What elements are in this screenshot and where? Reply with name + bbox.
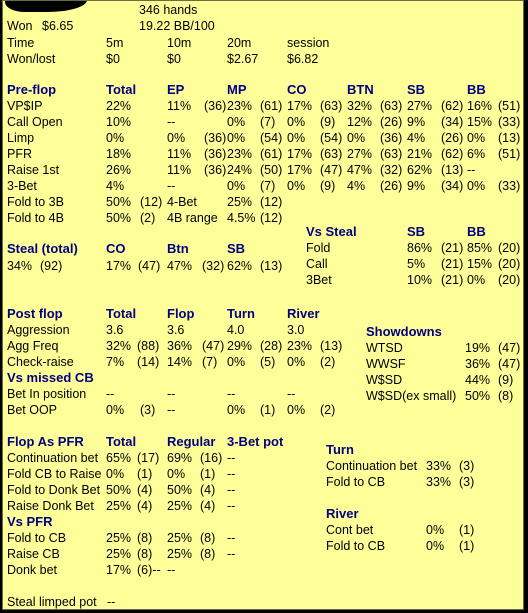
postflop-row-label: Agg Freq [7, 339, 59, 353]
flop-pfr-col-header: 3-Bet pot [227, 434, 284, 449]
showdown-count: (9) [498, 373, 514, 387]
stats-panel [2, 0, 524, 610]
preflop-count: (36) [204, 147, 227, 161]
preflop-value: 17% [287, 147, 313, 161]
showdown-label: W$SD(ex small) [366, 389, 457, 403]
vs-missed-cb-title: Vs missed CB [7, 370, 94, 385]
vs-pfr-value: 17% [106, 563, 132, 577]
postflop-value: 0% [227, 355, 246, 369]
vs-pfr-value: 25% [106, 547, 132, 561]
flop-pfr-col-header: Total [106, 434, 137, 449]
period-header: 10m [167, 36, 192, 50]
preflop-value: 0% [467, 179, 486, 193]
preflop-col-header: MP [227, 82, 247, 97]
showdown-value: 19% [465, 341, 491, 355]
postflop-value: 14% [167, 355, 193, 369]
missed-cb-row-label: Bet In position [7, 387, 87, 401]
postflop-value: 0% [287, 355, 306, 369]
steal-value: 47% [167, 259, 193, 273]
missed-cb-value: 0% [287, 403, 306, 417]
flop-pfr-value: 25% [167, 499, 193, 513]
preflop-count: (26) [380, 179, 403, 193]
preflop-value: 4% [106, 179, 125, 193]
preflop-row-label: Limp [7, 131, 35, 145]
preflop-value: 23% [227, 147, 253, 161]
postflop-value: 29% [227, 339, 253, 353]
preflop-value: 23% [227, 99, 253, 113]
postflop-col-header: Flop [167, 306, 195, 321]
flop-pfr-value: 0% [106, 467, 125, 481]
period-header: 5m [106, 36, 124, 50]
preflop-value: 47% [347, 163, 373, 177]
preflop-value: 11% [167, 163, 192, 177]
vs-steal-count: (21) [441, 273, 464, 287]
hands-count: 346 hands [139, 3, 198, 17]
fold-to-4b-label: Fold to 4B [7, 211, 64, 225]
flop-pfr-count: (4) [137, 499, 153, 513]
preflop-value: 9% [407, 115, 426, 129]
preflop-value: 0% [467, 131, 486, 145]
flop-pfr-value: -- [227, 483, 236, 497]
preflop-count: (50) [260, 163, 283, 177]
redacted-player-name [5, 0, 87, 12]
preflop-value: -- [467, 163, 476, 177]
preflop-count: (33) [498, 115, 521, 129]
steal-count: (32) [202, 259, 225, 273]
flop-pfr-row-label: Continuation bet [7, 451, 99, 465]
flop-pfr-count: (4) [137, 483, 153, 497]
preflop-count: (26) [441, 131, 464, 145]
preflop-value: 4% [407, 131, 426, 145]
river-count: (1) [459, 523, 475, 537]
flop-pfr-value: 0% [167, 467, 186, 481]
steal-total-count: (92) [40, 259, 63, 273]
vs-steal-value: 5% [407, 257, 426, 271]
preflop-value: -- [167, 179, 176, 193]
preflop-value: 0% [227, 131, 246, 145]
flop-pfr-count: (1) [137, 467, 153, 481]
preflop-count: (9) [320, 115, 336, 129]
wonlost-value: $6.82 [287, 52, 319, 66]
wonlost-value: $0 [106, 52, 120, 66]
steal-count: (47) [138, 259, 161, 273]
vs-pfr-value: 25% [106, 531, 132, 545]
postflop-count: (5) [260, 355, 276, 369]
preflop-count: (9) [320, 179, 336, 193]
steal-value: 62% [227, 259, 253, 273]
preflop-value: 15% [467, 115, 493, 129]
missed-cb-value: -- [106, 387, 115, 401]
vs-pfr-value: -- [227, 547, 236, 561]
steal-count: (13) [260, 259, 283, 273]
showdown-label: WWSF [366, 357, 406, 371]
missed-cb-value: 0% [227, 403, 246, 417]
vs-pfr-value: 25% [167, 531, 193, 545]
preflop-value: 0% [227, 179, 246, 193]
flop-pfr-row-label: Raise Donk Bet [7, 499, 94, 513]
preflop-count: (61) [260, 147, 283, 161]
four-bet-range-label: 4B range [167, 211, 218, 225]
preflop-count: (51) [498, 147, 521, 161]
vs-steal-count: (20) [498, 257, 521, 271]
postflop-count: (14) [137, 355, 160, 369]
postflop-value: 36% [167, 339, 193, 353]
missed-cb-value: -- [227, 387, 236, 401]
preflop-count: (33) [498, 179, 521, 193]
postflop-value: 7% [106, 355, 125, 369]
flop-pfr-count: (4) [200, 499, 216, 513]
preflop-value: 27% [407, 99, 433, 113]
steal-col-header: SB [227, 241, 246, 256]
preflop-count: (62) [441, 147, 464, 161]
vs-steal-value: 0% [467, 273, 486, 287]
fold-to-3b-value: 50% [106, 195, 132, 209]
vs-steal-value: 85% [467, 241, 493, 255]
missed-cb-count: (3) [140, 403, 156, 417]
preflop-count: (63) [380, 147, 403, 161]
preflop-value: 0% [287, 131, 306, 145]
preflop-value: 26% [106, 163, 132, 177]
missed-cb-value: -- [167, 387, 176, 401]
preflop-count: (36) [380, 131, 403, 145]
preflop-col-header: CO [287, 82, 307, 97]
preflop-count: (26) [380, 115, 403, 129]
preflop-count: (34) [441, 179, 464, 193]
preflop-value: 0% [106, 131, 125, 145]
showdown-label: W$SD [366, 373, 403, 387]
fold-to-4b-value: 50% [106, 211, 132, 225]
preflop-value: 11% [167, 147, 192, 161]
period-header: 20m [227, 36, 252, 50]
preflop-value: 12% [347, 115, 373, 129]
preflop-value: 0% [227, 115, 246, 129]
wonlost-value: $2.67 [227, 52, 259, 66]
flop-pfr-title: Flop As PFR [7, 434, 84, 449]
flop-pfr-value: -- [227, 499, 236, 513]
postflop-value: 3.6 [106, 323, 124, 337]
flop-pfr-count: (16) [200, 451, 223, 465]
missed-cb-value: 0% [106, 403, 125, 417]
time-label: Time [7, 36, 35, 50]
four-bet-label: 4-Bet [167, 195, 197, 209]
flop-pfr-value: 25% [106, 499, 132, 513]
preflop-count: (63) [320, 147, 343, 161]
turn-label: Fold to CB [326, 475, 386, 489]
preflop-value: 21% [407, 147, 433, 161]
preflop-col-header: Total [106, 82, 137, 97]
preflop-value: 0% [347, 131, 366, 145]
four-bet-range-count: (12) [260, 211, 283, 225]
four-bet-value: 25% [227, 195, 253, 209]
preflop-count: (34) [441, 115, 464, 129]
preflop-value: 11% [167, 99, 192, 113]
preflop-value: 62% [407, 163, 433, 177]
preflop-value: 17% [287, 99, 313, 113]
showdown-value: 36% [465, 357, 491, 371]
preflop-col-header: EP [167, 82, 185, 97]
postflop-row-label: Aggression [7, 323, 70, 337]
steal-total-value: 34% [7, 259, 33, 273]
preflop-title: Pre-flop [7, 82, 57, 97]
preflop-value: 0% [287, 179, 306, 193]
vs-pfr-count: (6)-- [137, 563, 161, 577]
preflop-value: 10% [106, 115, 132, 129]
flop-pfr-count: (17) [137, 451, 160, 465]
wonlost-label: Won/lost [7, 52, 56, 66]
preflop-value: 24% [227, 163, 253, 177]
preflop-count: (32) [380, 163, 403, 177]
preflop-value: 0% [287, 115, 306, 129]
preflop-count: (54) [260, 131, 283, 145]
postflop-col-header: Turn [227, 306, 255, 321]
vs-steal-count: (20) [498, 273, 521, 287]
steal-title: Steal (total) [7, 241, 78, 256]
preflop-value: 9% [407, 179, 426, 193]
vs-pfr-title: Vs PFR [7, 514, 53, 529]
river-value: 0% [426, 523, 445, 537]
preflop-row-label: 3-Bet [7, 179, 37, 193]
postflop-row-label: Check-raise [7, 355, 74, 369]
turn-title: Turn [326, 442, 354, 457]
preflop-count: (7) [260, 115, 276, 129]
preflop-count: (61) [260, 99, 283, 113]
flop-pfr-row-label: Fold to Donk Bet [7, 483, 101, 497]
preflop-value: 16% [467, 99, 493, 113]
preflop-value: 22% [106, 99, 132, 113]
flop-pfr-value: -- [227, 451, 236, 465]
flop-pfr-value: 69% [167, 451, 193, 465]
missed-cb-value: -- [167, 403, 176, 417]
preflop-value: -- [167, 115, 176, 129]
river-count: (1) [459, 539, 475, 553]
showdowns-title: Showdowns [366, 324, 442, 339]
vs-pfr-row-label: Fold to CB [7, 531, 67, 545]
fold-to-3b-label: Fold to 3B [7, 195, 64, 209]
vs-steal-value: 86% [407, 241, 433, 255]
vs-steal-value: 10% [407, 273, 433, 287]
missed-cb-value: -- [287, 387, 296, 401]
river-label: Fold to CB [326, 539, 386, 553]
flop-pfr-value: -- [227, 467, 236, 481]
river-label: Cont bet [326, 523, 374, 537]
postflop-col-header: Total [106, 306, 137, 321]
fold-to-4b-count: (2) [140, 211, 156, 225]
vs-steal-col-header: BB [467, 224, 486, 239]
vs-steal-value: 15% [467, 257, 493, 271]
preflop-count: (36) [204, 131, 227, 145]
vs-pfr-value: -- [167, 563, 176, 577]
flop-pfr-value: 50% [167, 483, 193, 497]
postflop-count: (47) [202, 339, 225, 353]
river-title: River [326, 506, 359, 521]
postflop-count: (28) [260, 339, 283, 353]
showdown-label: WTSD [366, 341, 403, 355]
flop-pfr-value: 65% [106, 451, 132, 465]
vs-steal-count: (21) [441, 241, 464, 255]
vs-steal-col-header: SB [407, 224, 426, 239]
river-value: 0% [426, 539, 445, 553]
preflop-count: (54) [320, 131, 343, 145]
preflop-count: (36) [204, 163, 227, 177]
vs-steal-row-label: Call [306, 257, 328, 271]
vs-steal-row-label: Fold [306, 241, 331, 255]
vs-pfr-count: (8) [137, 531, 153, 545]
preflop-value: 27% [347, 147, 373, 161]
preflop-count: (63) [380, 99, 403, 113]
vs-pfr-value: -- [227, 531, 236, 545]
vs-steal-row-label: 3Bet [306, 273, 332, 287]
four-bet-range-value: 4.5% [227, 211, 256, 225]
vs-pfr-count: (8) [137, 547, 153, 561]
turn-label: Continuation bet [326, 459, 418, 473]
missed-cb-row-label: Bet OOP [7, 403, 58, 417]
preflop-count: (7) [260, 179, 276, 193]
steal-limped-pot-label: Steal limped pot [7, 595, 97, 609]
bb-per-100: 19.22 BB/100 [139, 19, 215, 33]
postflop-title: Post flop [7, 306, 63, 321]
preflop-value: 18% [106, 147, 132, 161]
preflop-value: 32% [347, 99, 373, 113]
preflop-row-label: PFR [7, 147, 32, 161]
won-value: $6.65 [42, 19, 74, 33]
missed-cb-count: (1) [260, 403, 276, 417]
preflop-count: (13) [498, 131, 521, 145]
preflop-row-label: VP$IP [7, 99, 43, 113]
postflop-count: (2) [320, 355, 336, 369]
postflop-count: (7) [202, 355, 218, 369]
missed-cb-count: (2) [320, 403, 336, 417]
vs-pfr-row-label: Donk bet [7, 563, 58, 577]
postflop-count: (13) [320, 339, 343, 353]
preflop-count: (13) [441, 163, 464, 177]
preflop-count: (36) [204, 99, 227, 113]
vs-steal-count: (21) [441, 257, 464, 271]
vs-steal-title: Vs Steal [306, 224, 357, 239]
vs-pfr-row-label: Raise CB [7, 547, 60, 561]
preflop-row-label: Raise 1st [7, 163, 60, 177]
showdown-count: (8) [498, 389, 514, 403]
steal-col-header: Btn [167, 241, 189, 256]
showdown-count: (47) [498, 357, 521, 371]
preflop-row-label: Call Open [7, 115, 63, 129]
preflop-value: 6% [467, 147, 486, 161]
period-header: session [287, 36, 330, 50]
preflop-value: 4% [347, 179, 366, 193]
postflop-count: (88) [137, 339, 160, 353]
preflop-col-header: BB [467, 82, 486, 97]
steal-limped-pot-value: -- [107, 595, 116, 609]
flop-pfr-count: (4) [200, 483, 216, 497]
vs-pfr-count: (8) [200, 531, 216, 545]
vs-steal-count: (20) [498, 241, 521, 255]
preflop-count: (63) [320, 99, 343, 113]
preflop-value: 0% [167, 131, 186, 145]
showdown-value: 50% [465, 389, 491, 403]
flop-pfr-row-label: Fold CB to Raise [7, 467, 102, 481]
preflop-col-header: BTN [347, 82, 374, 97]
postflop-value: 3.6 [167, 323, 185, 337]
flop-pfr-count: (1) [200, 467, 216, 481]
turn-value: 33% [426, 459, 452, 473]
vs-pfr-count: (8) [200, 547, 216, 561]
postflop-value: 32% [106, 339, 132, 353]
turn-value: 33% [426, 475, 452, 489]
preflop-count: (47) [320, 163, 343, 177]
steal-value: 17% [106, 259, 132, 273]
preflop-count: (62) [441, 99, 464, 113]
showdown-count: (47) [498, 341, 521, 355]
postflop-col-header: River [287, 306, 320, 321]
wonlost-value: $0 [167, 52, 181, 66]
turn-count: (3) [459, 459, 475, 473]
turn-count: (3) [459, 475, 475, 489]
four-bet-count: (12) [260, 195, 283, 209]
preflop-count: (51) [498, 99, 521, 113]
showdown-value: 44% [465, 373, 491, 387]
postflop-value: 3.0 [287, 323, 305, 337]
flop-pfr-value: 50% [106, 483, 132, 497]
postflop-value: 4.0 [227, 323, 245, 337]
postflop-value: 23% [287, 339, 313, 353]
preflop-value: 17% [287, 163, 313, 177]
preflop-col-header: SB [407, 82, 426, 97]
won-label: Won [7, 19, 33, 33]
flop-pfr-col-header: Regular [167, 434, 216, 449]
fold-to-3b-count: (12) [140, 195, 163, 209]
vs-pfr-value: 25% [167, 547, 193, 561]
steal-col-header: CO [106, 241, 126, 256]
